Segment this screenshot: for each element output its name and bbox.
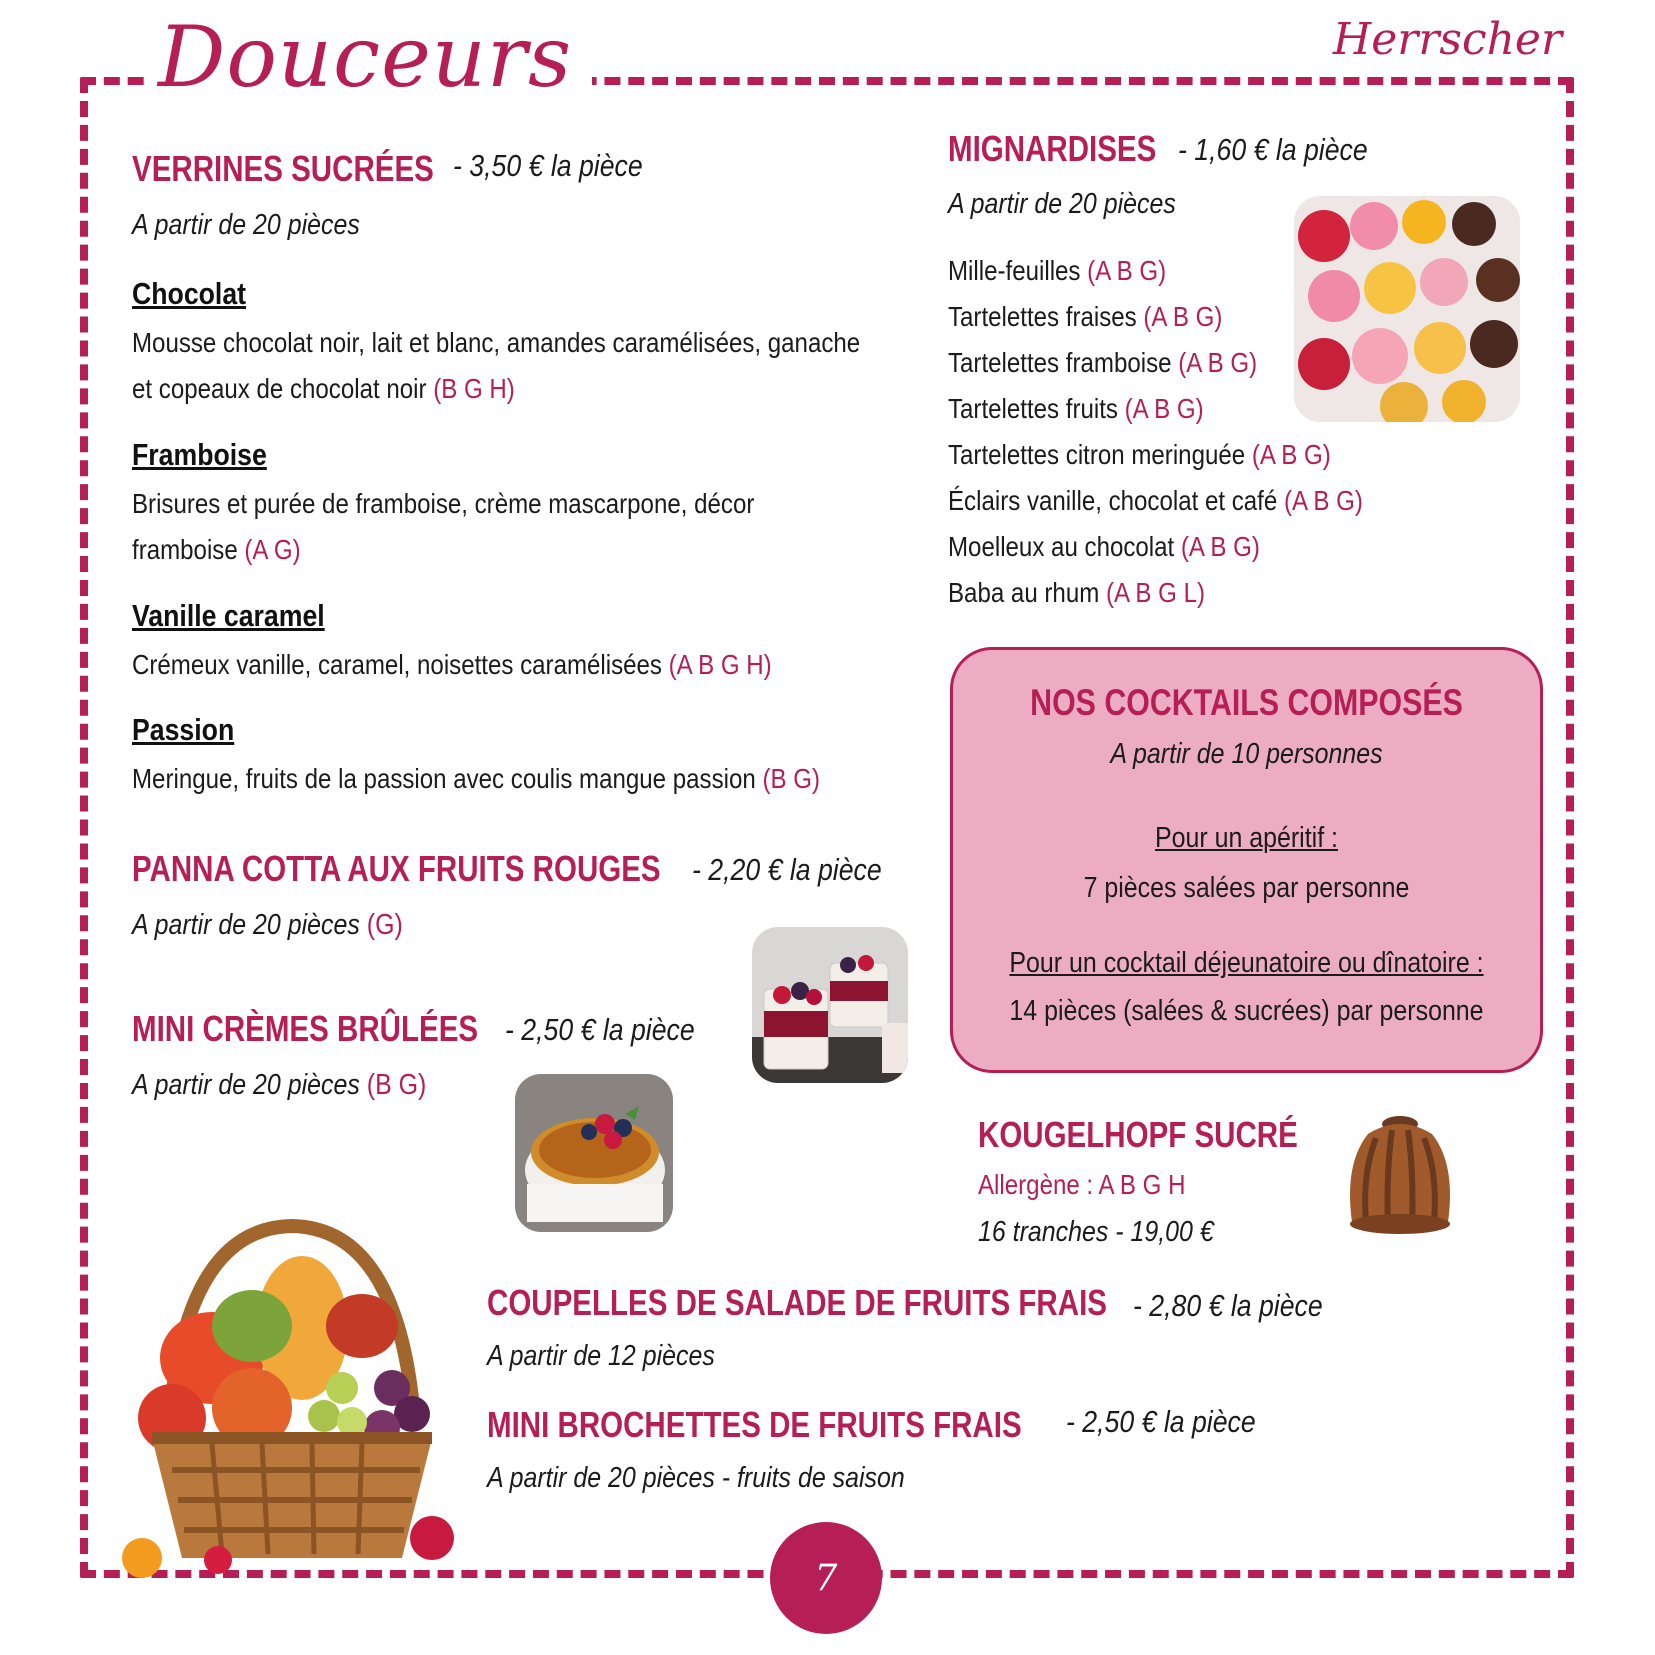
mignardises-photo [1294,196,1520,422]
verrine-framboise-desc: Brisures et purée de framboise, crème mascarpone, décor framboise (A G) [132,488,755,565]
panna-cotta-photo [752,927,908,1083]
brochettes-min: A partir de 20 pièces - fruits de saison [487,1462,905,1494]
list-item: Tartelettes fruits (A B G) [948,393,1204,424]
fruit-basket-illustration [102,1208,482,1588]
list-item: Éclairs vanille, chocolat et café (A B G) [948,485,1363,516]
kougelhopf-price: 16 tranches - 19,00 € [978,1216,1214,1248]
verrine-chocolat-desc: Mousse chocolat noir, lait et blanc, amandes caramélisées, ganache et copeaux de chocolat noir (B G H) [132,327,861,404]
verrine-vanille-desc: Crémeux vanille, caramel, noisettes caramélisées (A B G H) [132,649,772,680]
cremes-title: MINI CRÈMES BRÛLÉES [132,1008,479,1049]
list-item: Tartelettes fraises (A B G) [948,301,1223,332]
verrines-min: A partir de 20 pièces [132,209,360,241]
brand-name: Herrscher [1325,14,1570,65]
cremes-min: A partir de 20 pièces (B G) [132,1069,427,1101]
brochettes-title: MINI BROCHETTES DE FRUITS FRAIS [487,1404,1022,1445]
verrine-framboise-name: Framboise [132,437,267,472]
page-title: Douceurs [148,8,592,106]
verrines-title: VERRINES SUCRÉES [132,148,434,189]
panna-min: A partir de 20 pièces (G) [132,909,403,941]
creme-brulee-photo [515,1074,673,1232]
panna-price: - 2,20 € la pièce [692,852,882,887]
list-item: Tartelettes framboise (A B G) [948,347,1258,378]
coupelles-title: COUPELLES DE SALADE DE FRUITS FRAIS [487,1282,1107,1323]
verrine-passion-desc: Meringue, fruits de la passion avec coulis mangue passion (B G) [132,763,820,794]
coupelles-price: - 2,80 € la pièce [1133,1288,1323,1323]
cremes-price: - 2,50 € la pièce [505,1012,695,1047]
cocktails-aperitif-label: Pour un apéritif : [1154,822,1338,854]
brochettes-price: - 2,50 € la pièce [1066,1404,1256,1439]
kougelhopf-illustration [1330,1104,1470,1244]
cocktails-dej-text: 14 pièces (salées & sucrées) par personne [1009,995,1484,1027]
list-item: Tartelettes citron meringuée (A B G) [948,439,1331,470]
cocktails-aperitif-text: 7 pièces salées par personne [1083,872,1410,904]
kougelhopf-title: KOUGELHOPF SUCRÉ [978,1114,1298,1155]
mignardises-title: MIGNARDISES [948,128,1157,169]
list-item: Moelleux au chocolat (A B G) [948,531,1260,562]
mignardises-price: - 1,60 € la pièce [1178,132,1368,167]
cocktails-dej-label: Pour un cocktail déjeunatoire ou dînatoire : [1009,947,1484,979]
verrine-vanille-name: Vanille caramel [132,598,325,633]
verrine-chocolat-name: Chocolat [132,276,247,311]
mignardises-min: A partir de 20 pièces [948,188,1176,220]
list-item: Mille-feuilles (A B G) [948,255,1167,286]
panna-title: PANNA COTTA AUX FRUITS ROUGES [132,848,661,889]
cocktails-title: NOS COCKTAILS COMPOSÉS [1030,682,1463,723]
verrines-price: - 3,50 € la pièce [453,148,643,183]
kougelhopf-allergens: Allergène : A B G H [978,1169,1186,1200]
page-number: 7 [770,1522,882,1634]
verrine-passion-name: Passion [132,712,235,747]
cocktails-min: A partir de 10 personnes [1110,738,1383,770]
cocktails-box [950,647,1543,1073]
coupelles-min: A partir de 12 pièces [487,1340,715,1372]
list-item: Baba au rhum (A B G L) [948,577,1205,608]
